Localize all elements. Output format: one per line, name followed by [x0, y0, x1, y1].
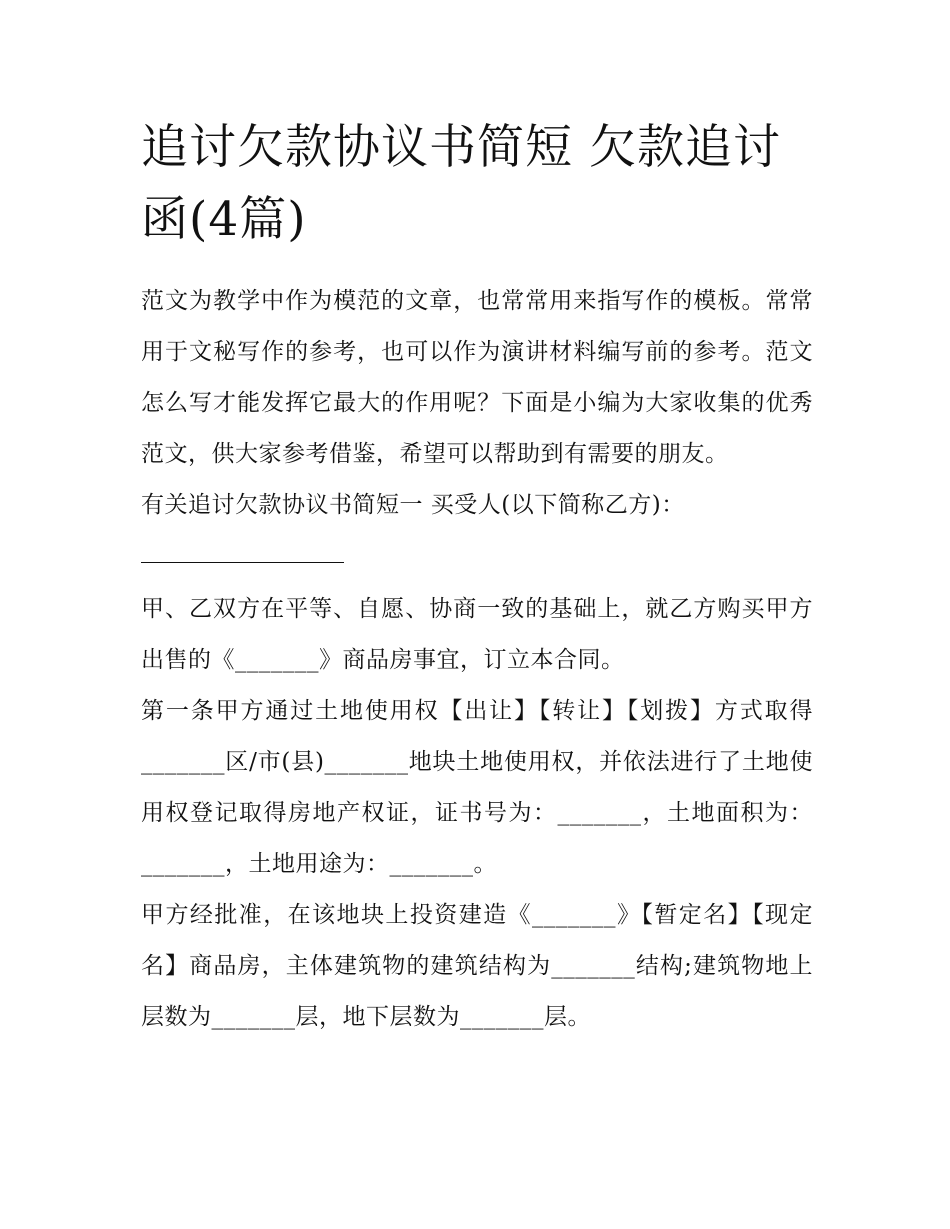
intro-paragraph: 范文为教学中作为模范的文章，也常常用来指写作的模板。常常用于文秘写作的参考，也可以作为演讲材料编写前的参考。范文怎么写才能发挥它最大的作用呢？下面是小编为大家收集的优秀范文，供大家参考借鉴，希望可以帮助到有需要的朋友。	[141, 288, 813, 467]
document-body	[141, 112, 813, 1043]
contract-paragraph-2: 第一条甲方通过土地使用权【出让】【转让】【划拨】方式取得_______区/市(县)_______地块土地使用权，并依法进行了土地使用权登记取得房地产权证，证书号为：_______，土地面积为：_______，土地用途为：_______。	[141, 698, 813, 877]
contract-paragraph-1: 甲、乙双方在平等、自愿、协商一致的基础上，就乙方购买甲方出售的《_______》商品房事宜，订立本合同。	[141, 596, 813, 673]
section-heading: 有关追讨欠款协议书简短一 买受人(以下简称乙方)：	[141, 492, 685, 518]
document-title: 追讨欠款协议书简短 欠款追讨函(4篇)	[141, 120, 781, 247]
blank-fill-line	[141, 562, 344, 563]
contract-paragraph-3: 甲方经批准，在该地块上投资建造《_______》【暂定名】【现定名】商品房，主体建筑物的建筑结构为_______结构;建筑物地上层数为_______层，地下层数为_______层。	[141, 902, 813, 1030]
